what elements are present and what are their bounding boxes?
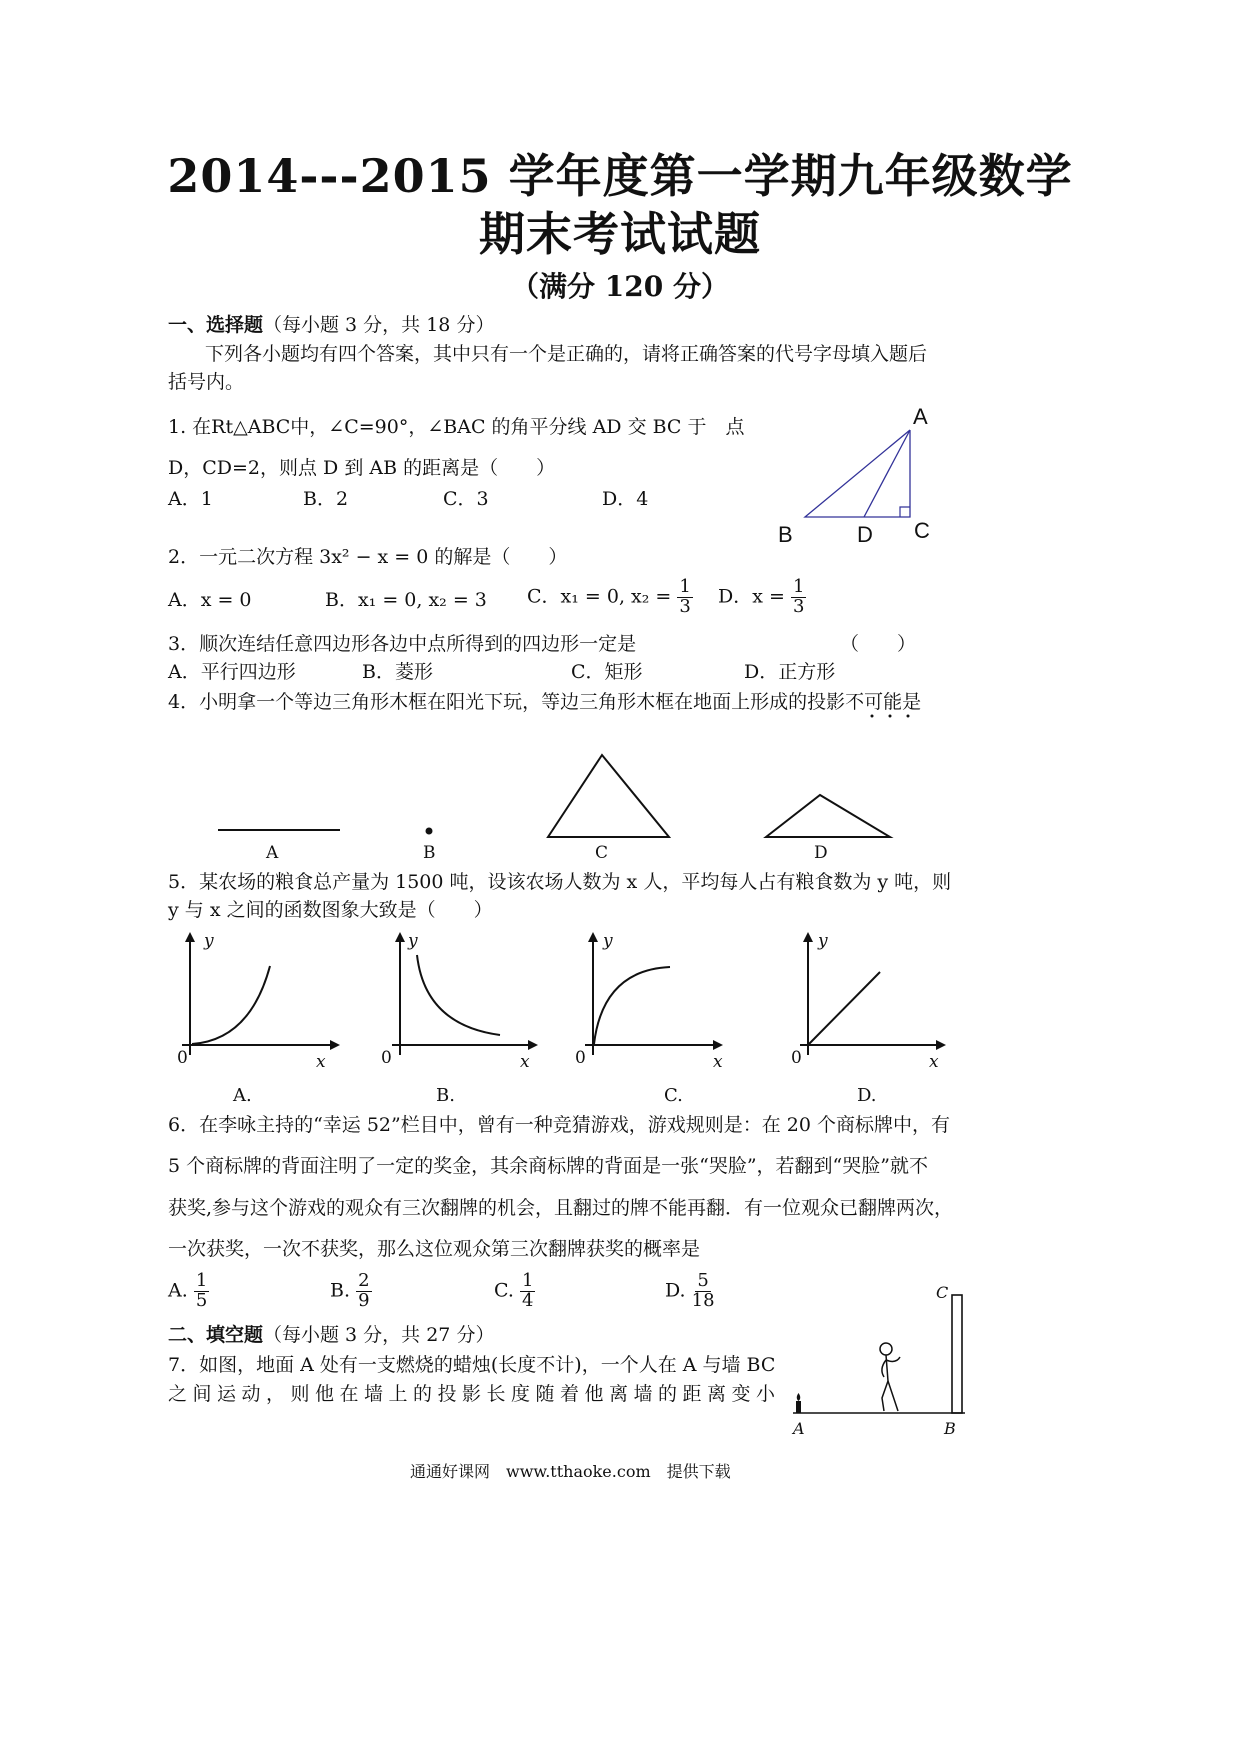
q5-graph-a xyxy=(170,930,340,1068)
q7-line1: 7．如图，地面 A 处有一支燃烧的蜡烛(长度不计)，一个人在 A 与墙 BC xyxy=(168,1354,776,1376)
q5-b-y-arrow xyxy=(395,932,405,942)
q6-c-label: C. xyxy=(494,1279,514,1302)
q4-label-b: B xyxy=(423,843,436,863)
q2-option-c-fraction xyxy=(677,578,692,617)
q5-d-y-arrow xyxy=(803,932,813,942)
q5-d-x-label: x xyxy=(929,1052,939,1072)
q5-a-x-arrow xyxy=(330,1040,340,1050)
q6-line3: 获奖,参与这个游戏的观众有三次翻牌的机会，且翻过的牌不能再翻．有一位观众已翻牌两次， xyxy=(168,1197,954,1219)
q2-c-den: 3 xyxy=(679,595,691,617)
q5-b-curve xyxy=(417,955,500,1035)
section2-heading-row xyxy=(168,1326,494,1345)
q5-a-x-label: x xyxy=(316,1052,326,1072)
q6-option-c xyxy=(494,1272,535,1311)
q6-c-num: 1 xyxy=(521,1270,534,1291)
section1-heading-row xyxy=(168,316,494,335)
q1-option-d: D．4 xyxy=(602,488,649,510)
q1-label-b: B xyxy=(778,522,793,547)
q2-option-d-fraction xyxy=(791,578,806,617)
q2-option-b: B．x₁ = 0, x₂ = 3 xyxy=(325,589,487,611)
q2-option-d-prefix: D．x = xyxy=(718,585,785,608)
q4-label-d: D xyxy=(814,843,828,863)
q5-a-curve xyxy=(192,966,270,1044)
page-title-line2: 期末考试试题 xyxy=(479,207,761,261)
section2-heading: 二、填空题 xyxy=(168,1324,264,1346)
q2-option-c-prefix: C．x₁ = 0, x₂ = xyxy=(527,585,672,608)
q7-label-a: A xyxy=(793,1419,805,1438)
q6-a-num: 1 xyxy=(195,1270,208,1291)
q6-a-fraction xyxy=(194,1272,209,1311)
q4-shape-b-point xyxy=(426,828,433,835)
q4-label-c: C xyxy=(595,843,609,863)
q1-label-a: A xyxy=(913,404,928,429)
q1-option-b: B．2 xyxy=(303,488,349,510)
q1-triangle-outline xyxy=(805,430,910,517)
q5-label-a: A. xyxy=(233,1085,252,1106)
q5-label-c: C. xyxy=(664,1085,683,1106)
q5-a-origin: 0 xyxy=(177,1048,188,1068)
q1-label-c: C xyxy=(914,518,930,543)
q6-d-label: D. xyxy=(665,1279,686,1302)
q6-a-den: 5 xyxy=(195,1289,208,1311)
page-title: 2014---2015 学年度第一学期九年级数学 xyxy=(167,149,1073,203)
q3-line: 3．顺次连结任意四边形各边中点所得到的四边形一定是 xyxy=(168,633,637,655)
q6-b-fraction xyxy=(356,1272,371,1311)
q6-c-den: 4 xyxy=(521,1289,534,1311)
q4-shapes-figure xyxy=(210,745,930,845)
q6-a-label: A. xyxy=(168,1279,188,1302)
q5-graph-b xyxy=(380,930,550,1068)
q5-c-origin: 0 xyxy=(575,1048,586,1068)
q5-c-y-arrow xyxy=(588,932,598,942)
q3-option-c: C．矩形 xyxy=(571,661,643,683)
q5-c-y-label: y xyxy=(603,931,613,951)
q4-emphasis-dots xyxy=(868,713,918,721)
q7-candle-flame xyxy=(797,1393,801,1401)
section1-intro-2: 括号内。 xyxy=(168,371,245,393)
q6-b-num: 2 xyxy=(358,1270,370,1291)
q1-bisector-ad xyxy=(864,430,910,517)
q5-b-origin: 0 xyxy=(381,1048,392,1068)
q6-d-fraction xyxy=(692,1272,715,1311)
section1-heading: 一、选择题 xyxy=(168,314,264,336)
q6-line4: 一次获奖，一次不获奖，那么这位观众第三次翻牌获奖的概率是 xyxy=(168,1238,701,1260)
q2-line: 2．一元二次方程 3x² − x = 0 的解是（ ） xyxy=(168,546,568,568)
q4-label-a: A xyxy=(266,843,279,863)
q3-bracket: （ ） xyxy=(840,633,917,655)
q3-option-a: A．平行四边形 xyxy=(168,661,296,683)
q5-c-curve xyxy=(594,967,670,1044)
q5-line2: y 与 x 之间的函数图象大致是（ ） xyxy=(168,899,493,921)
q4-shape-d-triangle xyxy=(766,795,890,837)
section1-note: （每小题 3 分，共 18 分） xyxy=(263,314,495,336)
q1-label-d: D xyxy=(857,522,873,547)
q7-person xyxy=(880,1343,900,1411)
q6-b-den: 9 xyxy=(358,1289,370,1311)
q5-graph-c xyxy=(573,930,743,1068)
q5-b-y-label: y xyxy=(408,931,418,951)
q7-label-c: C xyxy=(936,1283,949,1302)
q1-option-c: C．3 xyxy=(443,488,489,510)
q6-option-d xyxy=(665,1272,715,1311)
q5-graph-d xyxy=(790,930,960,1068)
q2-c-num: 1 xyxy=(679,576,691,597)
q6-b-label: B. xyxy=(330,1279,351,1302)
q6-d-den: 18 xyxy=(691,1289,715,1311)
q6-c-fraction xyxy=(520,1272,535,1311)
score-note: （满分 120 分） xyxy=(511,270,729,303)
footer-source: 通通好课网 www.tthaoke.com 提供下载 xyxy=(410,1462,731,1481)
q2-option-a: A．x = 0 xyxy=(168,589,252,611)
q6-d-num: 5 xyxy=(697,1270,709,1291)
q3-option-d: D．正方形 xyxy=(744,661,836,683)
q7-candle xyxy=(796,1401,801,1413)
q1-option-a: A．1 xyxy=(168,488,213,510)
q5-d-line xyxy=(808,972,880,1045)
q5-b-x-arrow xyxy=(528,1040,538,1050)
q5-label-b: B. xyxy=(436,1085,455,1106)
q2-option-c xyxy=(527,578,693,617)
q6-option-b xyxy=(330,1272,372,1311)
q6-option-a xyxy=(168,1272,209,1311)
q1-line1: 1. 在Rt△ABC中，∠C=90°，∠BAC 的角平分线 AD 交 BC 于 点 xyxy=(168,416,745,438)
q4-shape-c-triangle xyxy=(548,755,669,837)
q2-option-d xyxy=(718,578,806,617)
section2-note: （每小题 3 分，共 27 分） xyxy=(263,1324,495,1346)
q5-b-x-label: x xyxy=(520,1052,530,1072)
q5-d-origin: 0 xyxy=(791,1048,802,1068)
q5-a-y-arrow xyxy=(185,932,195,942)
q2-d-num: 1 xyxy=(792,576,805,597)
q6-line2: 5 个商标牌的背面注明了一定的奖金，其余商标牌的背面是一张“哭脸”，若翻到“哭脸”就不 xyxy=(168,1155,928,1177)
q7-line2: 之间运动，则他在墙上的投影长度随着他离墙的距离变小 xyxy=(168,1383,781,1405)
section1-intro-1: 下列各小题均有四个答案，其中只有一个是正确的，请将正确答案的代号字母填入题后 xyxy=(205,343,928,365)
q7-wall-figure xyxy=(785,1285,975,1438)
q1-right-angle-mark xyxy=(900,507,910,517)
q5-a-y-label: y xyxy=(204,931,214,951)
q7-wall-bc xyxy=(952,1295,962,1413)
q4-line: 4．小明拿一个等边三角形木框在阳光下玩，等边三角形木框在地面上形成的投影不可能是 xyxy=(168,691,922,713)
q5-label-d: D. xyxy=(857,1085,877,1106)
q5-d-y-label: y xyxy=(818,931,828,951)
q5-line1: 5．某农场的粮食总产量为 1500 吨，设该农场人数为 x 人，平均每人占有粮食数为 y 吨，则 xyxy=(168,871,952,893)
q5-c-x-arrow xyxy=(713,1040,723,1050)
q2-d-den: 3 xyxy=(792,595,805,617)
q1-line2: D，CD=2，则点 D 到 AB 的距离是（ ） xyxy=(168,457,556,479)
q5-c-x-label: x xyxy=(713,1052,723,1072)
q5-d-x-arrow xyxy=(936,1040,946,1050)
q6-line1: 6．在李咏主持的“幸运 52”栏目中，曾有一种竞猜游戏，游戏规则是：在 20 个商标牌中，有 xyxy=(168,1114,950,1136)
q7-label-b: B xyxy=(944,1419,956,1438)
q3-option-b: B．菱形 xyxy=(362,661,433,683)
